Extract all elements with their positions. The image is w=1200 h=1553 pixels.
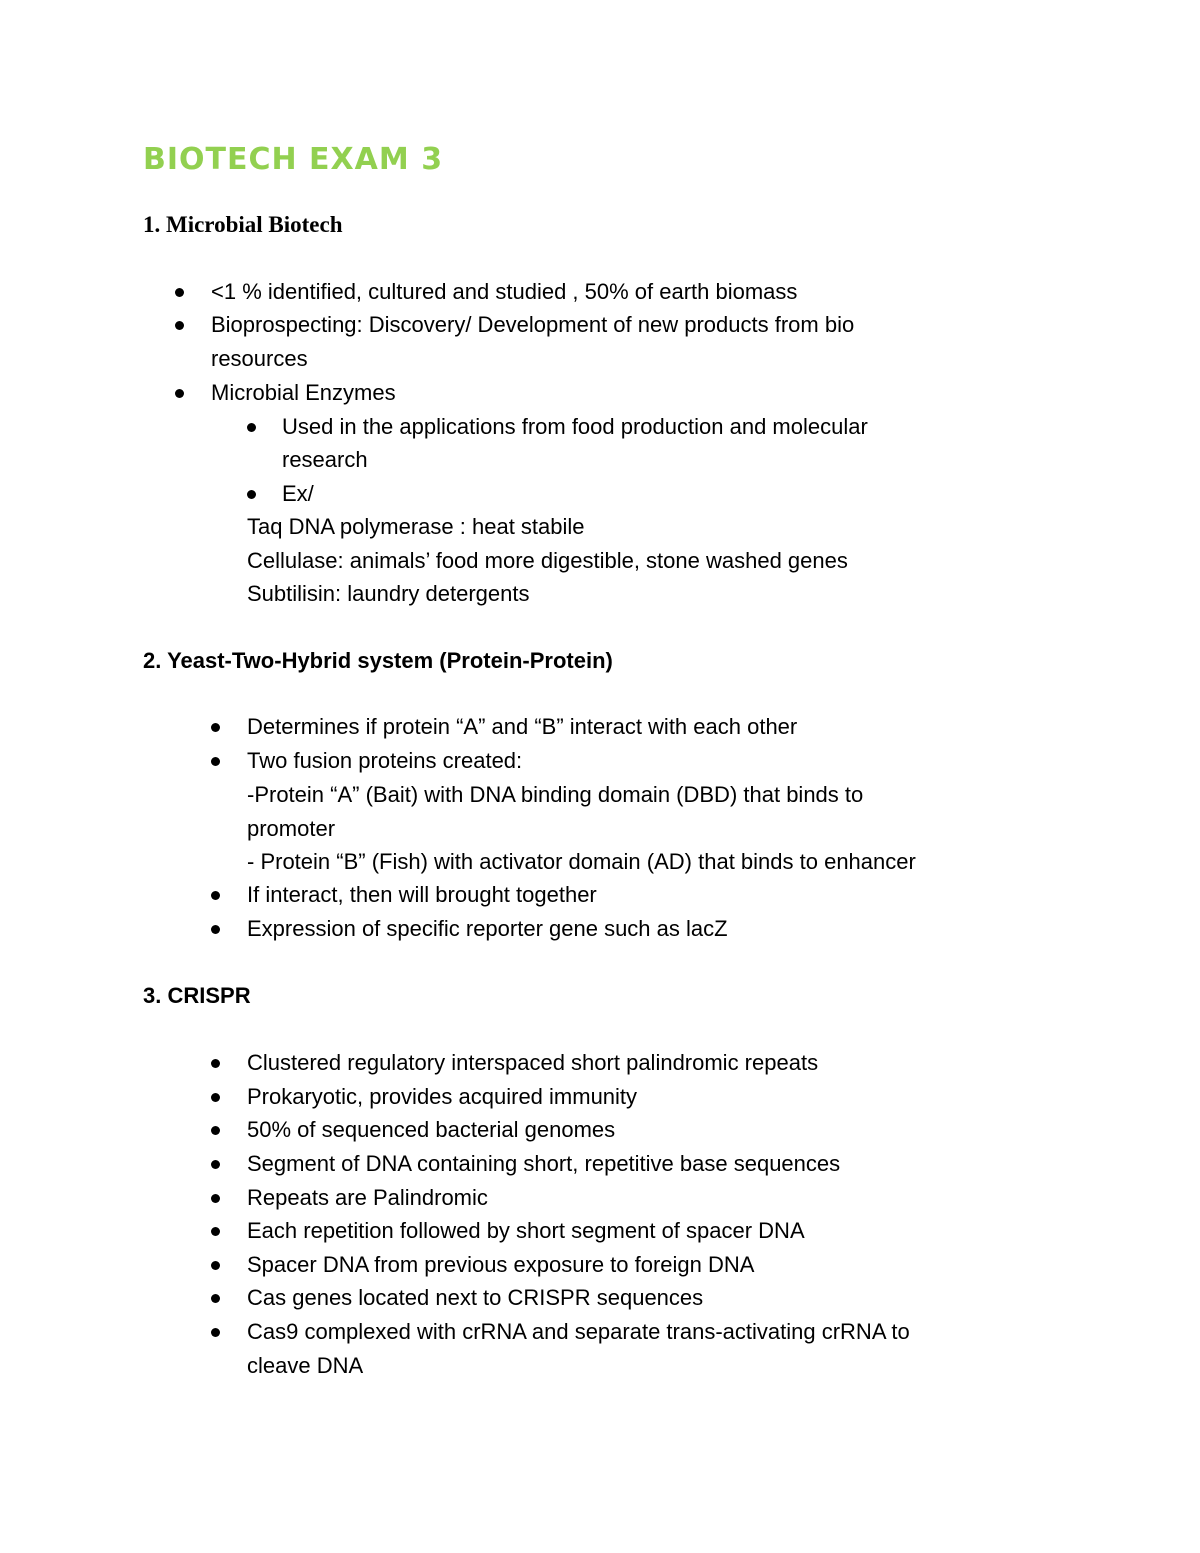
list-item: Prokaryotic, provides acquired immunity — [247, 1084, 638, 1109]
bullet-dot — [247, 490, 256, 499]
bullet-dot — [211, 925, 220, 934]
bullet-dot — [211, 1059, 220, 1068]
list-item: Repeats are Palindromic — [247, 1185, 488, 1210]
bullet-dot — [211, 891, 220, 900]
bullet-dot — [211, 1227, 220, 1236]
list-item: Segment of DNA containing short, repetitive base sequences — [247, 1151, 841, 1176]
list-item: Spacer DNA from previous exposure to foreign DNA — [247, 1252, 755, 1277]
list-item: Two fusion proteins created: — [247, 748, 523, 773]
bullet-dot — [175, 321, 184, 330]
list-item: Microbial Enzymes — [211, 380, 396, 405]
list-item: If interact, then will brought together — [247, 882, 597, 907]
list-item: <1 % identified, cultured and studied , 50% of earth biomass — [211, 279, 798, 304]
bullet-dot — [247, 423, 256, 432]
list-item: Bioprospecting: Discovery/ Development of new products from bio — [211, 312, 855, 337]
bullet-dot — [211, 1194, 220, 1203]
list-item: Cas9 complexed with crRNA and separate trans-activating crRNA to — [247, 1319, 910, 1344]
section-heading-microbial-biotech: 1. Microbial Biotech — [143, 212, 343, 237]
list-item-continuation: resources — [211, 346, 308, 371]
document-title: BIOTECH EXAM 3 — [143, 142, 444, 177]
section-heading-yeast-two-hybrid: 2. Yeast-Two-Hybrid system (Protein-Protein) — [143, 648, 613, 673]
sub-list-item: Ex/ — [282, 481, 314, 506]
list-item: Clustered regulatory interspaced short palindromic repeats — [247, 1050, 819, 1075]
bullet-dot — [211, 1093, 220, 1102]
bullet-dot — [175, 389, 184, 398]
bullet-dot — [211, 1126, 220, 1135]
bullet-dot — [211, 1160, 220, 1169]
bullet-dot — [211, 757, 220, 766]
list-item-continuation: - Protein “B” (Fish) with activator domain (AD) that binds to enhancer — [247, 849, 916, 874]
list-item-continuation: -Protein “A” (Bait) with DNA binding domain (DBD) that binds to — [247, 782, 864, 807]
bullet-dot — [211, 1294, 220, 1303]
list-item-continuation: cleave DNA — [247, 1353, 364, 1378]
list-item: Cas genes located next to CRISPR sequences — [247, 1285, 704, 1310]
bullet-dot — [211, 723, 220, 732]
list-item: Determines if protein “A” and “B” interact with each other — [247, 714, 798, 739]
sub-list-item: Used in the applications from food production and molecular — [282, 414, 868, 439]
bullet-dot — [211, 1261, 220, 1270]
list-item: Each repetition followed by short segment of spacer DNA — [247, 1218, 805, 1243]
example-line: Cellulase: animals’ food more digestible, stone washed genes — [247, 548, 848, 573]
example-line: Taq DNA polymerase : heat stabile — [247, 514, 585, 539]
list-item: 50% of sequenced bacterial genomes — [247, 1117, 616, 1142]
bullet-dot — [175, 288, 184, 297]
sub-list-item-continuation: research — [282, 447, 368, 472]
list-item: Expression of specific reporter gene such as lacZ — [247, 916, 728, 941]
example-line: Subtilisin: laundry detergents — [247, 581, 530, 606]
list-item-continuation: promoter — [247, 816, 336, 841]
bullet-dot — [211, 1328, 220, 1337]
section-heading-crispr: 3. CRISPR — [143, 983, 251, 1008]
